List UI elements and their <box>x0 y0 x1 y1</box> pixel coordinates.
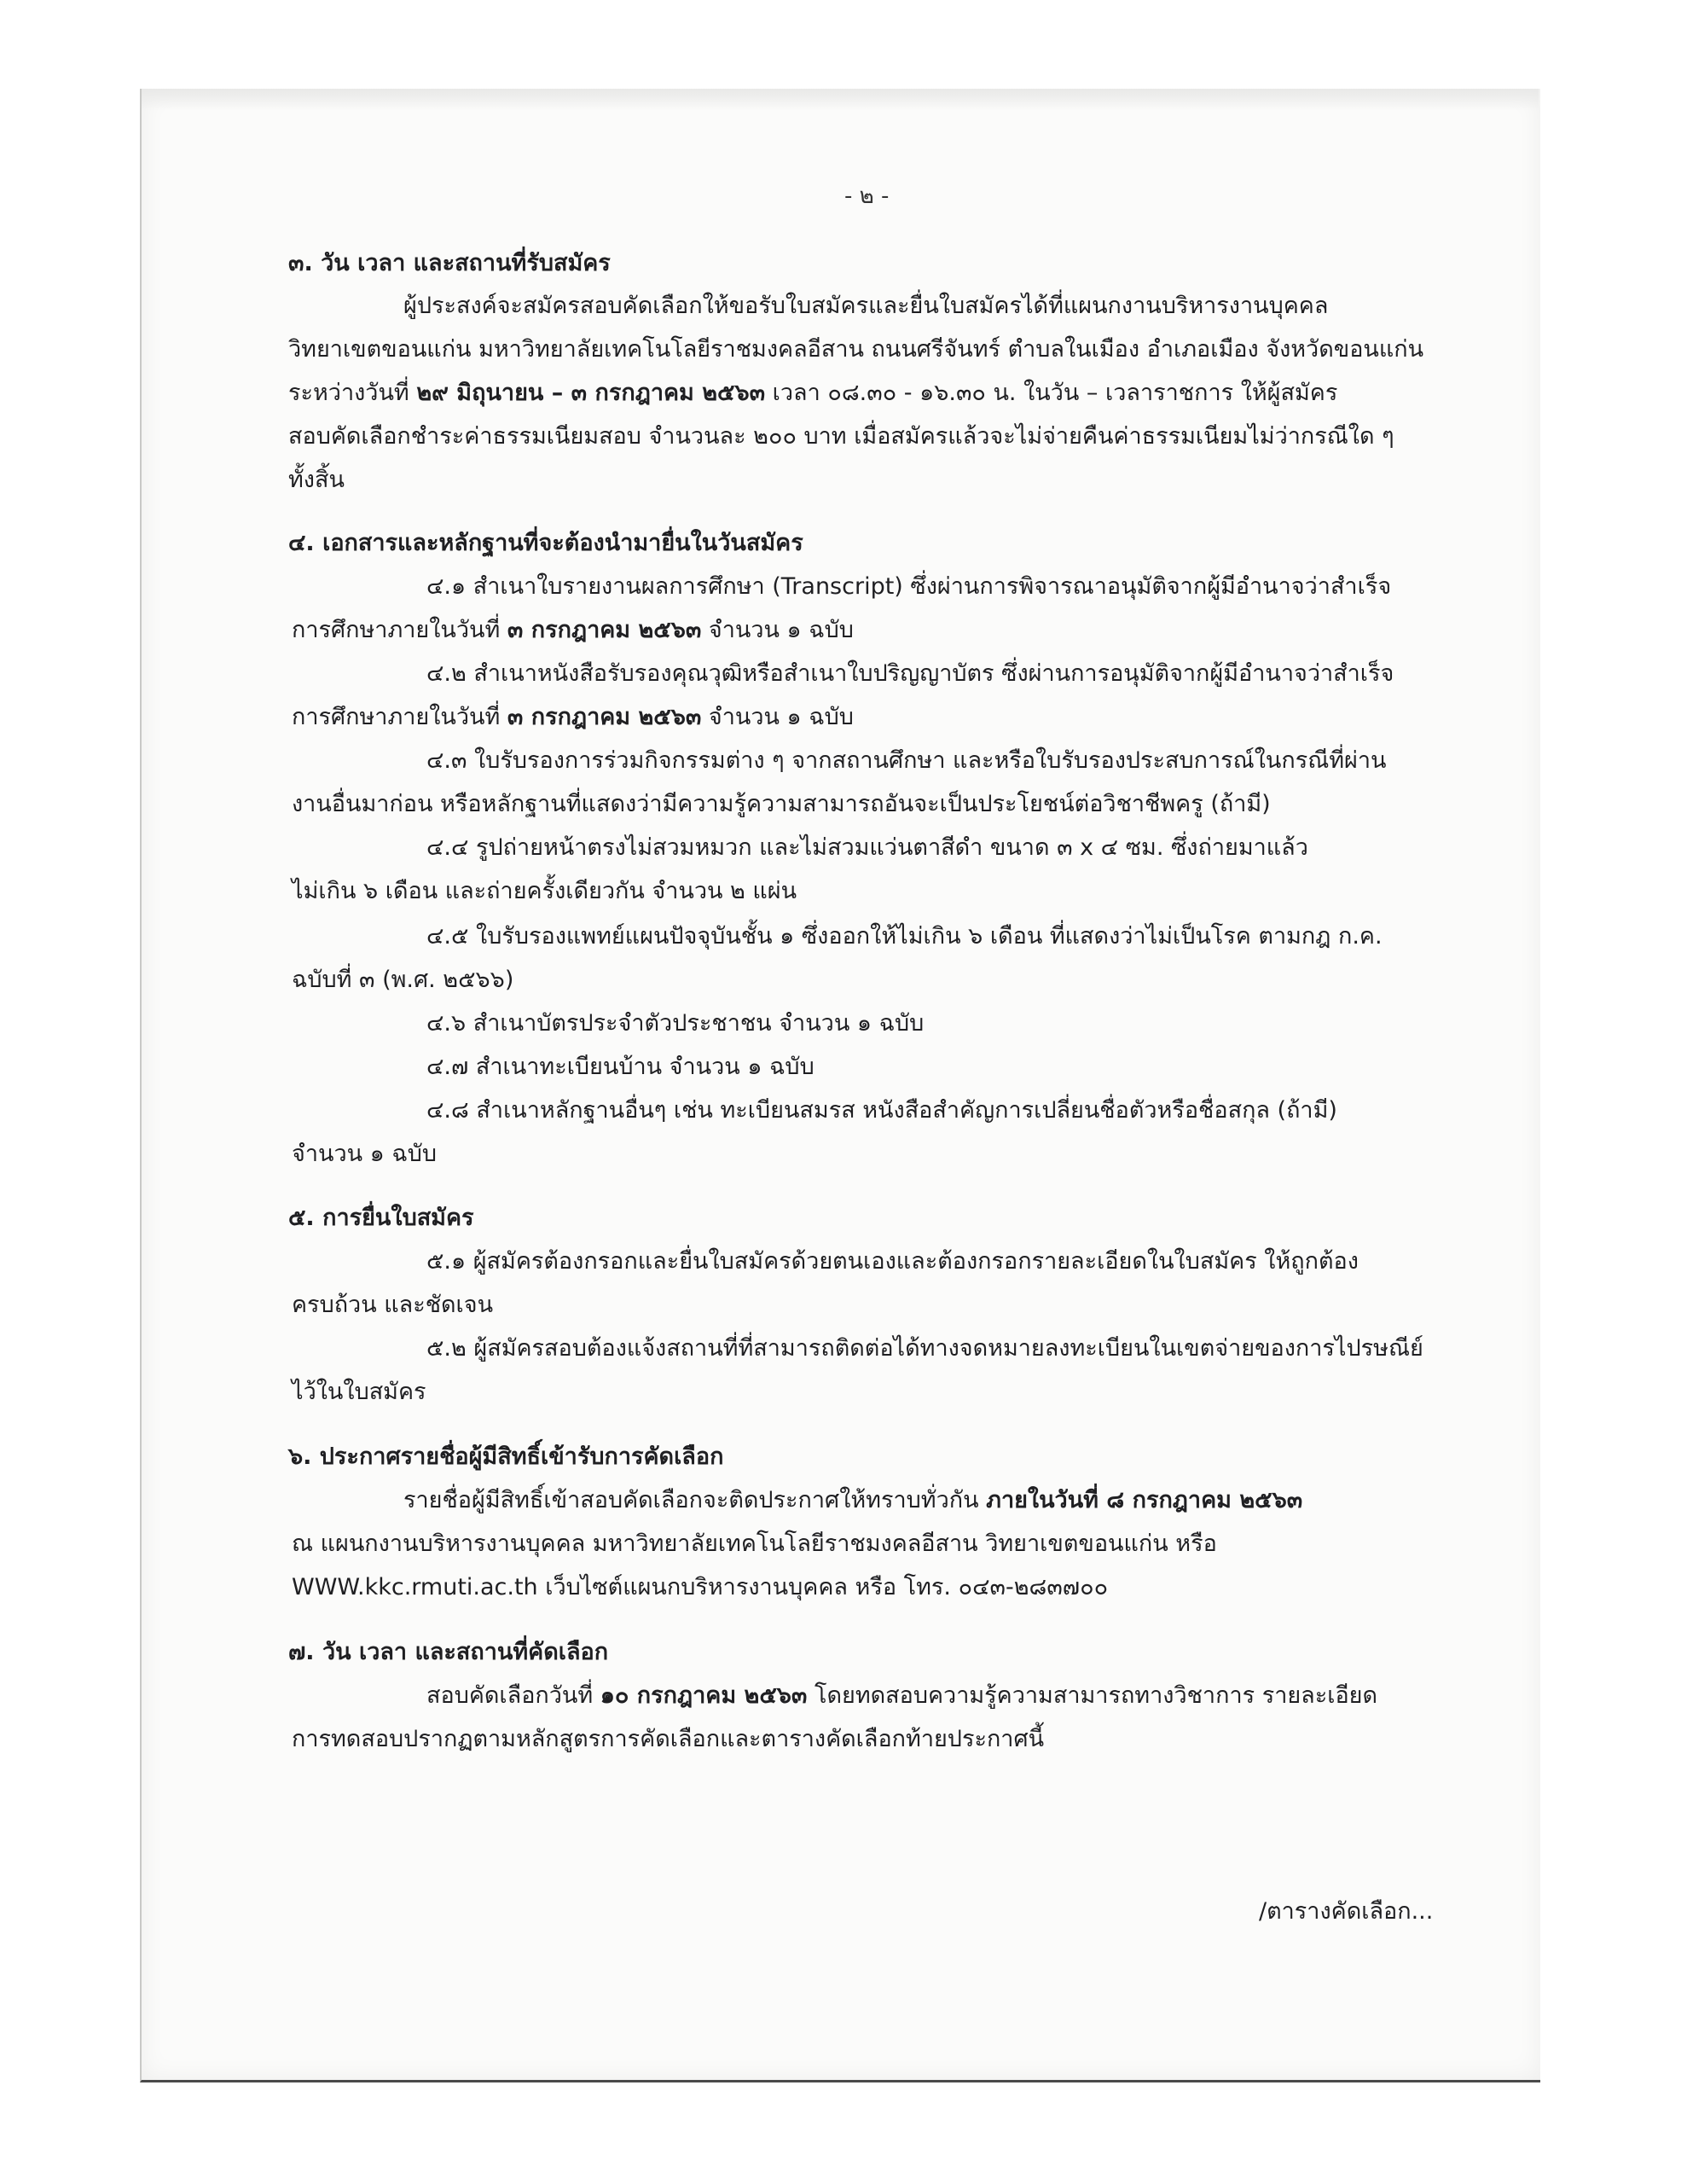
deadline-date: ๓ กรกฎาคม ๒๕๖๓ <box>507 704 702 730</box>
section-5-heading: ๕. การยื่นใบสมัคร <box>288 1205 474 1231</box>
deadline-label: การศึกษาภายในวันที่ <box>292 704 501 730</box>
section-3-line-3 <box>288 376 1337 410</box>
page-number: - ๒ - <box>844 183 890 209</box>
section-3-line-1: ผู้ประสงค์จะสมัครสอบคัดเลือกให้ขอรับใบสมัครและยื่นใบสมัครได้ที่แผนกงานบริหารงานบุคคล <box>403 293 1329 319</box>
announcement-text: รายชื่อผู้มีสิทธิ์เข้าสอบคัดเลือกจะติดประกาศให้ทราบทั่วกัน <box>403 1487 979 1513</box>
section-7-heading: ๗. วัน เวลา และสถานที่คัดเลือก <box>288 1639 609 1665</box>
item-5-2-line-1: ๕.๒ ผู้สมัครสอบต้องแจ้งสถานที่ที่สามารถติดต่อได้ทางจดหมายลงทะเบียนในเขตจ่ายของการไปรษณีย์ <box>426 1335 1423 1362</box>
time-range: เวลา ๐๘.๓๐ - ๑๖.๓๐ น. ในวัน – เวลาราชการ ให้ผู้สมัคร <box>772 380 1338 406</box>
section-6-heading: ๖. ประกาศรายชื่อผู้มีสิทธิ์เข้ารับการคัดเลือก <box>288 1443 724 1470</box>
item-5-1-line-1: ๕.๑ ผู้สมัครต้องกรอกและยื่นใบสมัครด้วยตนเองและต้องกรอกรายละเอียดในใบสมัคร ให้ถูกต้อง <box>426 1248 1359 1275</box>
section-3-heading: ๓. วัน เวลา และสถานที่รับสมัคร <box>288 250 611 276</box>
section-6-line-2: ณ แผนกงานบริหารงานบุคคล มหาวิทยาลัยเทคโนโลยีราชมงคลอีสาน วิทยาเขตขอนแก่น หรือ <box>292 1531 1217 1557</box>
section-7-line-1 <box>426 1679 1377 1713</box>
continuation-note: /ตารางคัดเลือก... <box>1259 1898 1434 1925</box>
item-4-3-line-2: งานอื่นมาก่อน หรือหลักฐานที่แสดงว่ามีความรู้ความสามารถอันจะเป็นประโยชน์ต่อวิชาชีพครู (ถ้ามี) <box>292 791 1271 817</box>
item-4-6: ๔.๖ สำเนาบัตรประจำตัวประชาชน จำนวน ๑ ฉบับ <box>426 1010 925 1037</box>
item-4-4-line-1: ๔.๔ รูปถ่ายหน้าตรงไม่สวมหมวก และไม่สวมแว่นตาสีดำ ขนาด ๓ x ๔ ซม. ซึ่งถ่ายมาแล้ว <box>426 834 1308 861</box>
item-4-2-line-2 <box>292 700 854 735</box>
deadline-label: การศึกษาภายในวันที่ <box>292 617 501 643</box>
announcement-date: ภายในวันที่ ๘ กรกฎาคม ๒๕๖๓ <box>986 1487 1303 1513</box>
item-5-2-line-2: ไว้ในใบสมัคร <box>292 1379 426 1405</box>
section-7-line-2: การทดสอบปรากฏตามหลักสูตรการคัดเลือกและตารางคัดเลือกท้ายประกาศนี้ <box>292 1726 1045 1752</box>
section-4-heading: ๔. เอกสารและหลักฐานที่จะต้องนำมายื่นในวันสมัคร <box>288 530 803 556</box>
section-3-line-4: สอบคัดเลือกชำระค่าธรรมเนียมสอบ จำนวนละ ๒๐๐ บาท เมื่อสมัครแล้วจะไม่จ่ายคืนค่าธรรมเนียมไม่ว่ากรณีใด ๆ <box>288 423 1394 450</box>
item-4-7: ๔.๗ สำเนาทะเบียนบ้าน จำนวน ๑ ฉบับ <box>426 1054 815 1080</box>
date-range-label: ระหว่างวันที่ <box>288 380 409 406</box>
section-6-line-1 <box>403 1484 1302 1518</box>
item-4-5-line-2: ฉบับที่ ๓ (พ.ศ. ๒๕๖๖) <box>292 967 514 993</box>
item-4-8-line-2: จำนวน ๑ ฉบับ <box>292 1141 438 1167</box>
item-4-3-line-1: ๔.๓ ใบรับรองการร่วมกิจกรรมต่าง ๆ จากสถานศึกษา และหรือใบรับรองประสบการณ์ในกรณีที่ผ่าน <box>426 747 1387 774</box>
section-3-line-2: วิทยาเขตขอนแก่น มหาวิทยาลัยเทคโนโลยีราชมงคลอีสาน ถนนศรีจันทร์ ตำบลในเมือง อำเภอเมือง จังหวัดขอนแก่น <box>288 336 1424 363</box>
exam-date-label: สอบคัดเลือกวันที่ <box>426 1682 594 1709</box>
item-4-1-line-1: ๔.๑ สำเนาใบรายงานผลการศึกษา (Transcript) ซึ่งผ่านการพิจารณาอนุมัติจากผู้มีอำนาจว่าสำเร็จ <box>426 573 1392 600</box>
item-4-1-line-2 <box>292 613 854 648</box>
section-6-line-3: WWW.kkc.rmuti.ac.th เว็บไซต์แผนกบริหารงานบุคคล หรือ โทร. ๐๔๓-๒๘๓๗๐๐ <box>292 1574 1109 1600</box>
deadline-date: ๓ กรกฎาคม ๒๕๖๓ <box>507 617 702 643</box>
item-4-2-line-1: ๔.๒ สำเนาหนังสือรับรองคุณวุฒิหรือสำเนาใบปริญญาบัตร ซึ่งผ่านการอนุมัติจากผู้มีอำนาจว่าสำเร็จ <box>426 660 1394 687</box>
date-range: ๒๙ มิถุนายน – ๓ กรกฎาคม ๒๕๖๓ <box>416 380 766 406</box>
copy-count: จำนวน ๑ ฉบับ <box>708 704 854 730</box>
exam-date: ๑๐ กรกฎาคม ๒๕๖๓ <box>600 1682 808 1709</box>
item-5-1-line-2: ครบถ้วน และชัดเจน <box>292 1292 494 1318</box>
page-edge-shadow <box>142 89 1539 111</box>
section-3-line-5: ทั้งสิ้น <box>288 467 345 493</box>
exam-description: โดยทดสอบความรู้ความสามารถทางวิชาการ รายละเอียด <box>814 1682 1378 1709</box>
item-4-5-line-1: ๔.๕ ใบรับรองแพทย์แผนปัจจุบันชั้น ๑ ซึ่งออกให้ไม่เกิน ๖ เดือน ที่แสดงว่าไม่เป็นโรค ตามกฎ ก.ค. <box>426 923 1383 950</box>
item-4-4-line-2: ไม่เกิน ๖ เดือน และถ่ายครั้งเดียวกัน จำนวน ๒ แผ่น <box>292 878 797 904</box>
item-4-8-line-1: ๔.๘ สำเนาหลักฐานอื่นๆ เช่น ทะเบียนสมรส หนังสือสำคัญการเปลี่ยนชื่อตัวหรือชื่อสกุล (ถ้ามี) <box>426 1097 1337 1124</box>
copy-count: จำนวน ๑ ฉบับ <box>708 617 854 643</box>
